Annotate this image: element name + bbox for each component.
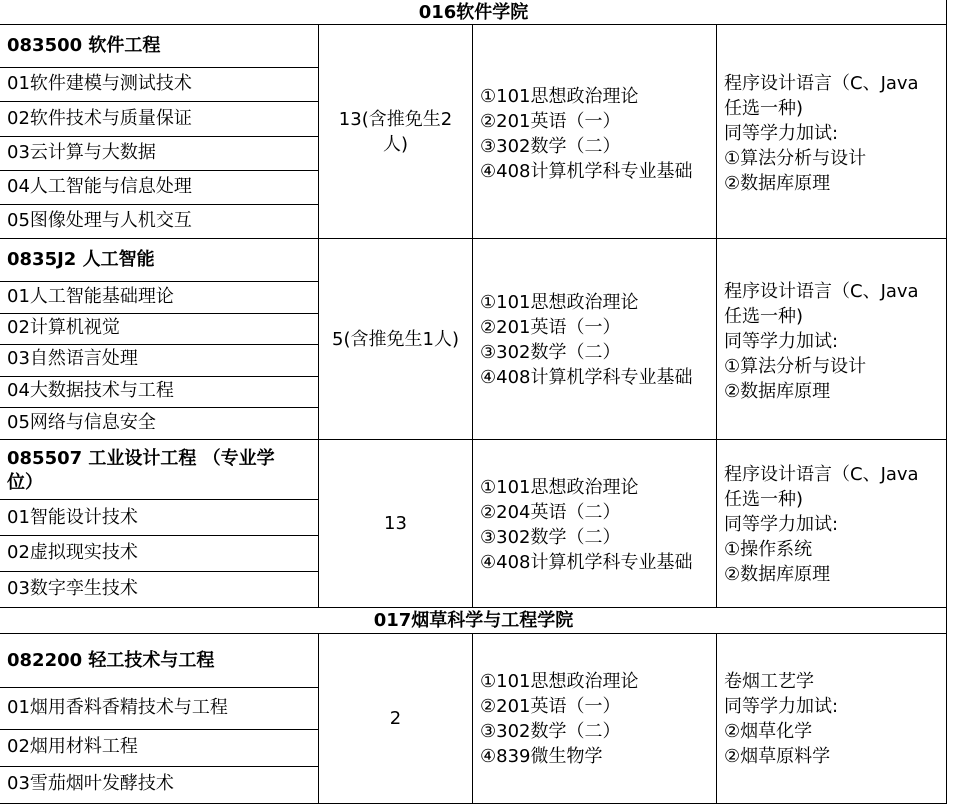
retest-item: 程序设计语言（C、Java	[724, 281, 919, 302]
exam-item: ②201英语（一）	[480, 111, 621, 132]
exam-item: ①101思想政治理论	[480, 292, 639, 313]
exam-item: ①101思想政治理论	[480, 671, 639, 692]
table-rule	[0, 407, 318, 408]
direction-item: 01软件建模与测试技术	[7, 73, 192, 94]
direction-item: 05网络与信息安全	[7, 412, 156, 433]
retest-item: 任选一种)	[724, 489, 804, 510]
college-header: 016软件学院	[418, 2, 529, 23]
table-rule	[946, 0, 947, 804]
table-rule	[0, 571, 318, 572]
table-rule	[0, 687, 318, 688]
retest-item: ②烟草原料学	[724, 746, 831, 767]
table-rule	[0, 24, 947, 25]
exam-item: ③302数学（二）	[480, 342, 621, 363]
retest-item: ①算法分析与设计	[724, 148, 867, 169]
table-rule	[716, 633, 717, 804]
exam-item: ②201英语（一）	[480, 317, 621, 338]
retest-subjects	[724, 669, 838, 769]
table-rule	[0, 344, 318, 345]
exam-item: ④408计算机学科专业基础	[480, 161, 693, 182]
table-rule	[0, 281, 318, 282]
table-rule	[0, 535, 318, 536]
exam-item: ④839微生物学	[480, 746, 603, 767]
enroll-count: 人)	[382, 134, 409, 155]
table-rule	[0, 633, 947, 634]
direction-item: 01智能设计技术	[7, 507, 138, 528]
retest-item: ②数据库原理	[724, 381, 831, 402]
retest-item: 同等学力加试:	[724, 123, 839, 144]
college-header: 017烟草科学与工程学院	[373, 610, 574, 631]
major-title: 083500 软件工程	[7, 35, 161, 56]
direction-item: 04大数据技术与工程	[7, 380, 174, 401]
exam-item: ③302数学（二）	[480, 136, 621, 157]
direction-item: 02烟用材料工程	[7, 736, 138, 757]
enroll-count: 13(含推免生2	[338, 109, 453, 130]
direction-item: 02计算机视觉	[7, 317, 120, 338]
table-rule	[0, 313, 318, 314]
direction-item: 01人工智能基础理论	[7, 286, 174, 307]
table-rule	[0, 803, 947, 804]
table-rule	[0, 170, 318, 171]
direction-item: 03云计算与大数据	[7, 142, 156, 163]
retest-item: ①操作系统	[724, 539, 813, 560]
table-rule	[716, 24, 717, 608]
major-title: 085507 工业设计工程 （专业学	[7, 448, 275, 469]
exam-subjects	[480, 669, 639, 769]
table-rule	[0, 376, 318, 377]
retest-item: ②数据库原理	[724, 564, 831, 585]
table-rule	[0, 607, 947, 608]
direction-item: 03自然语言处理	[7, 348, 138, 369]
major-title: 082200 轻工技术与工程	[7, 650, 215, 671]
direction-item: 02软件技术与质量保证	[7, 108, 192, 129]
retest-item: 程序设计语言（C、Java	[724, 464, 919, 485]
retest-item: 同等学力加试:	[724, 696, 839, 717]
exam-item: ②201英语（一）	[480, 696, 621, 717]
retest-item: 任选一种)	[724, 306, 804, 327]
retest-item: 任选一种)	[724, 98, 804, 119]
retest-item: ①算法分析与设计	[724, 356, 867, 377]
retest-item: 程序设计语言（C、Java	[724, 73, 919, 94]
major-title: 位）	[7, 472, 43, 493]
enroll-count: 2	[389, 708, 402, 729]
table-rule	[0, 238, 947, 239]
table-rule	[0, 439, 947, 440]
table-rule	[472, 24, 473, 608]
direction-item: 01烟用香料香精技术与工程	[7, 697, 228, 718]
exam-item: ③302数学（二）	[480, 527, 621, 548]
table-rule	[0, 499, 318, 500]
table-rule	[0, 136, 318, 137]
direction-item: 04人工智能与信息处理	[7, 176, 192, 197]
table-rule	[0, 67, 318, 68]
major-title: 0835J2 人工智能	[7, 249, 155, 270]
exam-item: ①101思想政治理论	[480, 86, 639, 107]
table-rule	[0, 204, 318, 205]
retest-item: 卷烟工艺学	[724, 671, 814, 692]
exam-item: ①101思想政治理论	[480, 477, 639, 498]
exam-item: ③302数学（二）	[480, 721, 621, 742]
table-rule	[472, 633, 473, 804]
retest-item: ②数据库原理	[724, 173, 831, 194]
retest-subjects	[724, 462, 919, 587]
direction-item: 03数字孪生技术	[7, 578, 138, 599]
table-rule	[0, 101, 318, 102]
enroll-count: 5(含推免生1人)	[332, 329, 459, 350]
retest-subjects	[724, 71, 919, 196]
retest-item: 同等学力加试:	[724, 331, 839, 352]
exam-subjects	[480, 290, 693, 390]
retest-item: 同等学力加试:	[724, 514, 839, 535]
direction-item: 02虚拟现实技术	[7, 542, 138, 563]
exam-subjects	[480, 475, 693, 575]
retest-item: ②烟草化学	[724, 721, 813, 742]
direction-item: 03雪茄烟叶发酵技术	[7, 773, 174, 794]
table-rule	[0, 766, 318, 767]
exam-item: ④408计算机学科专业基础	[480, 552, 693, 573]
table-rule	[0, 729, 318, 730]
exam-subjects	[480, 84, 693, 184]
enroll-count: 13	[384, 513, 407, 534]
exam-item: ④408计算机学科专业基础	[480, 367, 693, 388]
retest-subjects	[724, 279, 919, 404]
exam-item: ②204英语（二）	[480, 502, 621, 523]
direction-item: 05图像处理与人机交互	[7, 210, 192, 231]
